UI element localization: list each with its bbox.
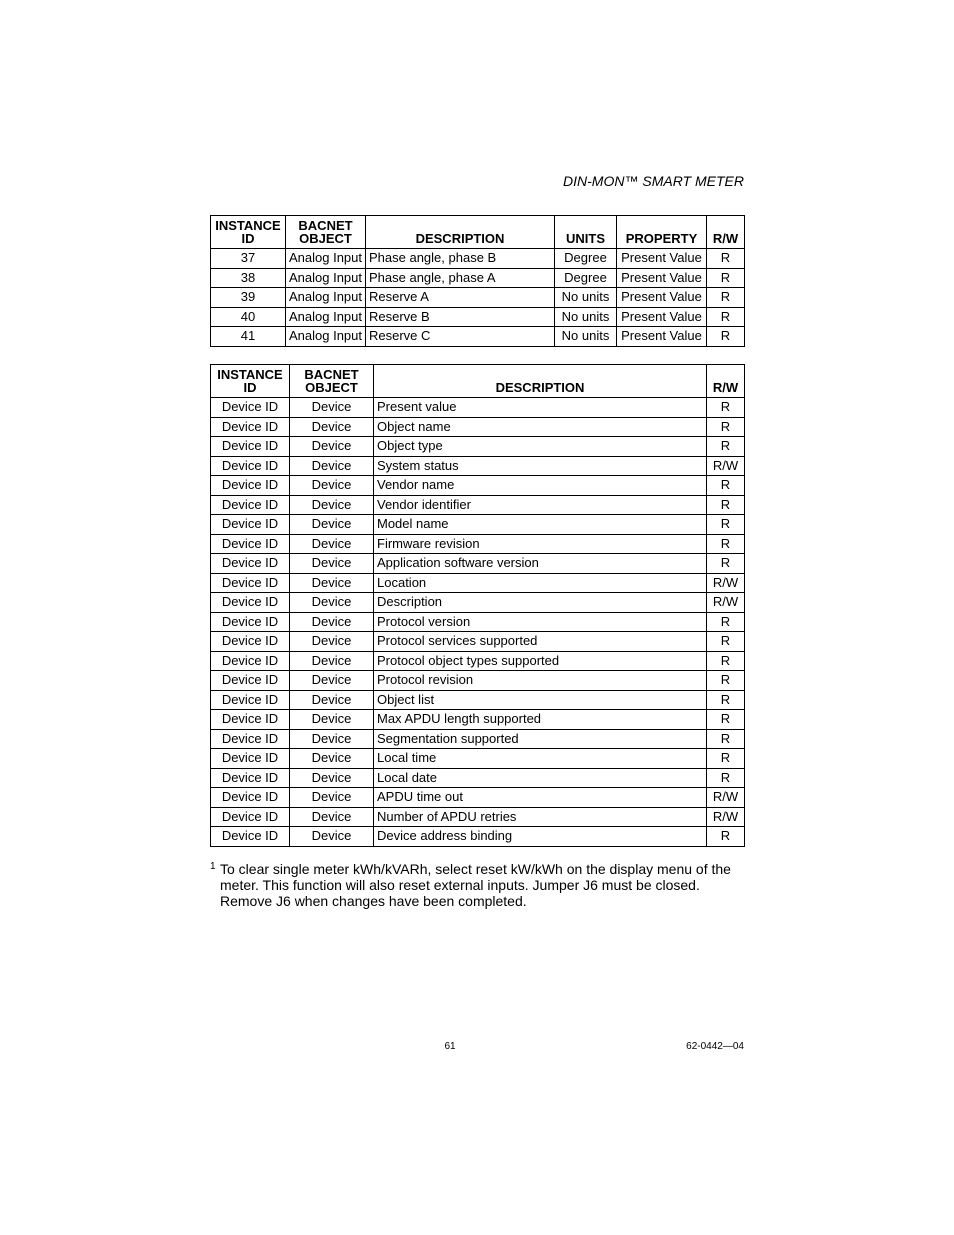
cell-rw: R xyxy=(707,554,745,574)
cell-description: Location xyxy=(374,573,707,593)
cell-description: Application software version xyxy=(374,554,707,574)
column-header-instance-id: INSTANCE ID xyxy=(211,365,290,398)
column-header-rw: R/W xyxy=(707,216,745,249)
footnote xyxy=(210,861,744,909)
cell-description: Reserve B xyxy=(366,307,555,327)
table-row xyxy=(211,456,745,476)
cell-description: Max APDU length supported xyxy=(374,710,707,730)
cell-description: Protocol services supported xyxy=(374,632,707,652)
cell-description: APDU time out xyxy=(374,788,707,808)
cell-instance-id: Device ID xyxy=(211,671,290,691)
cell-bacnet-object: Device xyxy=(290,554,374,574)
cell-property: Present Value xyxy=(617,327,707,347)
table-row xyxy=(211,249,745,269)
cell-instance-id: Device ID xyxy=(211,456,290,476)
cell-bacnet-object: Device xyxy=(290,417,374,437)
table-header-row xyxy=(211,365,745,398)
cell-units: No units xyxy=(555,307,617,327)
table-row xyxy=(211,710,745,730)
cell-instance-id: Device ID xyxy=(211,554,290,574)
cell-bacnet-object: Analog Input xyxy=(286,288,366,308)
cell-bacnet-object: Device xyxy=(290,612,374,632)
footnote-line: meter. This function will also reset external inputs. Jumper J6 must be closed. xyxy=(220,877,700,893)
cell-rw: R xyxy=(707,671,745,691)
cell-instance-id: 37 xyxy=(211,249,286,269)
cell-instance-id: Device ID xyxy=(211,417,290,437)
cell-instance-id: Device ID xyxy=(211,476,290,496)
table-row xyxy=(211,651,745,671)
table-row xyxy=(211,495,745,515)
table-row xyxy=(211,788,745,808)
cell-description: Firmware revision xyxy=(374,534,707,554)
cell-instance-id: Device ID xyxy=(211,593,290,613)
cell-rw: R xyxy=(707,612,745,632)
column-header-description: DESCRIPTION xyxy=(366,216,555,249)
table-row xyxy=(211,807,745,827)
cell-bacnet-object: Device xyxy=(290,398,374,418)
cell-bacnet-object: Analog Input xyxy=(286,249,366,269)
cell-rw: R/W xyxy=(707,456,745,476)
cell-instance-id: Device ID xyxy=(211,710,290,730)
cell-bacnet-object: Device xyxy=(290,456,374,476)
cell-property: Present Value xyxy=(617,249,707,269)
device-object-table xyxy=(210,364,745,847)
cell-rw: R xyxy=(707,268,745,288)
table-row xyxy=(211,573,745,593)
cell-units: Degree xyxy=(555,249,617,269)
page-header-title: DIN-MON™ SMART METER xyxy=(563,173,744,189)
cell-instance-id: Device ID xyxy=(211,807,290,827)
table-row xyxy=(211,690,745,710)
cell-description: Model name xyxy=(374,515,707,535)
cell-description: Number of APDU retries xyxy=(374,807,707,827)
cell-bacnet-object: Analog Input xyxy=(286,268,366,288)
cell-description: Reserve A xyxy=(366,288,555,308)
cell-units: Degree xyxy=(555,268,617,288)
cell-bacnet-object: Device xyxy=(290,593,374,613)
cell-instance-id: Device ID xyxy=(211,495,290,515)
table-row xyxy=(211,554,745,574)
cell-bacnet-object: Analog Input xyxy=(286,327,366,347)
table-row xyxy=(211,437,745,457)
cell-instance-id: Device ID xyxy=(211,632,290,652)
cell-bacnet-object: Device xyxy=(290,651,374,671)
column-header-instance-id: INSTANCE ID xyxy=(211,216,286,249)
table-header-row xyxy=(211,216,745,249)
document-number: 62-0442—04 xyxy=(686,1041,744,1052)
cell-bacnet-object: Device xyxy=(290,710,374,730)
table-row xyxy=(211,476,745,496)
cell-description: Reserve C xyxy=(366,327,555,347)
cell-instance-id: Device ID xyxy=(211,690,290,710)
cell-bacnet-object: Device xyxy=(290,749,374,769)
cell-rw: R xyxy=(707,749,745,769)
cell-bacnet-object: Device xyxy=(290,632,374,652)
table-row xyxy=(211,398,745,418)
cell-bacnet-object: Device xyxy=(290,476,374,496)
cell-description: Local time xyxy=(374,749,707,769)
table-row xyxy=(211,288,745,308)
cell-description: Device address binding xyxy=(374,827,707,847)
cell-instance-id: Device ID xyxy=(211,515,290,535)
table-row xyxy=(211,327,745,347)
table-row xyxy=(211,593,745,613)
cell-rw: R xyxy=(707,827,745,847)
cell-instance-id: 40 xyxy=(211,307,286,327)
column-header-description: DESCRIPTION xyxy=(374,365,707,398)
cell-rw: R/W xyxy=(707,593,745,613)
cell-rw: R/W xyxy=(707,573,745,593)
footnote-line: Remove J6 when changes have been completed. xyxy=(220,893,527,909)
column-header-bacnet-object: BACNET OBJECT xyxy=(286,216,366,249)
column-header-units: UNITS xyxy=(555,216,617,249)
table-row xyxy=(211,671,745,691)
table-row xyxy=(211,827,745,847)
table-row xyxy=(211,729,745,749)
cell-property: Present Value xyxy=(617,268,707,288)
cell-bacnet-object: Device xyxy=(290,534,374,554)
cell-bacnet-object: Device xyxy=(290,690,374,710)
cell-rw: R/W xyxy=(707,788,745,808)
cell-description: Vendor name xyxy=(374,476,707,496)
table-row xyxy=(211,515,745,535)
cell-units: No units xyxy=(555,288,617,308)
table-row xyxy=(211,268,745,288)
cell-rw: R xyxy=(707,417,745,437)
cell-bacnet-object: Device xyxy=(290,768,374,788)
cell-rw: R xyxy=(707,437,745,457)
cell-bacnet-object: Device xyxy=(290,807,374,827)
cell-property: Present Value xyxy=(617,307,707,327)
cell-instance-id: Device ID xyxy=(211,749,290,769)
cell-instance-id: Device ID xyxy=(211,398,290,418)
cell-description: Protocol version xyxy=(374,612,707,632)
cell-rw: R xyxy=(707,651,745,671)
analog-input-table xyxy=(210,215,745,347)
cell-bacnet-object: Device xyxy=(290,788,374,808)
cell-description: System status xyxy=(374,456,707,476)
cell-rw: R xyxy=(707,327,745,347)
cell-rw: R xyxy=(707,768,745,788)
cell-instance-id: 39 xyxy=(211,288,286,308)
cell-instance-id: Device ID xyxy=(211,534,290,554)
cell-description: Phase angle, phase A xyxy=(366,268,555,288)
cell-instance-id: Device ID xyxy=(211,612,290,632)
cell-property: Present Value xyxy=(617,288,707,308)
cell-rw: R xyxy=(707,495,745,515)
cell-bacnet-object: Device xyxy=(290,671,374,691)
cell-bacnet-object: Analog Input xyxy=(286,307,366,327)
table-row xyxy=(211,768,745,788)
cell-rw: R xyxy=(707,515,745,535)
footnote-text xyxy=(220,861,744,909)
cell-bacnet-object: Device xyxy=(290,495,374,515)
cell-rw: R xyxy=(707,534,745,554)
cell-description: Segmentation supported xyxy=(374,729,707,749)
cell-instance-id: 38 xyxy=(211,268,286,288)
cell-description: Vendor identifier xyxy=(374,495,707,515)
cell-description: Object type xyxy=(374,437,707,457)
cell-instance-id: 41 xyxy=(211,327,286,347)
cell-bacnet-object: Device xyxy=(290,827,374,847)
cell-rw: R xyxy=(707,710,745,730)
cell-bacnet-object: Device xyxy=(290,437,374,457)
cell-description: Local date xyxy=(374,768,707,788)
table-row xyxy=(211,749,745,769)
cell-description: Present value xyxy=(374,398,707,418)
cell-bacnet-object: Device xyxy=(290,729,374,749)
cell-instance-id: Device ID xyxy=(211,827,290,847)
table-row xyxy=(211,632,745,652)
cell-rw: R xyxy=(707,307,745,327)
cell-description: Object list xyxy=(374,690,707,710)
cell-instance-id: Device ID xyxy=(211,651,290,671)
table-row xyxy=(211,307,745,327)
column-header-bacnet-object: BACNET OBJECT xyxy=(290,365,374,398)
cell-description: Protocol object types supported xyxy=(374,651,707,671)
cell-description: Object name xyxy=(374,417,707,437)
column-header-property: PROPERTY xyxy=(617,216,707,249)
footnote-line: To clear single meter kWh/kVARh, select reset kW/kWh on the display menu of the xyxy=(220,861,731,877)
cell-description: Phase angle, phase B xyxy=(366,249,555,269)
cell-instance-id: Device ID xyxy=(211,573,290,593)
cell-instance-id: Device ID xyxy=(211,788,290,808)
cell-instance-id: Device ID xyxy=(211,729,290,749)
cell-description: Protocol revision xyxy=(374,671,707,691)
cell-description: Description xyxy=(374,593,707,613)
cell-rw: R/W xyxy=(707,807,745,827)
page-number: 61 xyxy=(444,1041,456,1052)
cell-instance-id: Device ID xyxy=(211,437,290,457)
cell-units: No units xyxy=(555,327,617,347)
cell-bacnet-object: Device xyxy=(290,573,374,593)
table-row xyxy=(211,534,745,554)
table-row xyxy=(211,612,745,632)
cell-rw: R xyxy=(707,476,745,496)
column-header-rw: R/W xyxy=(707,365,745,398)
cell-bacnet-object: Device xyxy=(290,515,374,535)
cell-rw: R xyxy=(707,249,745,269)
cell-rw: R xyxy=(707,288,745,308)
table-row xyxy=(211,417,745,437)
footnote-marker: 1 xyxy=(210,861,216,872)
cell-rw: R xyxy=(707,398,745,418)
cell-rw: R xyxy=(707,729,745,749)
cell-instance-id: Device ID xyxy=(211,768,290,788)
cell-rw: R xyxy=(707,690,745,710)
cell-rw: R xyxy=(707,632,745,652)
